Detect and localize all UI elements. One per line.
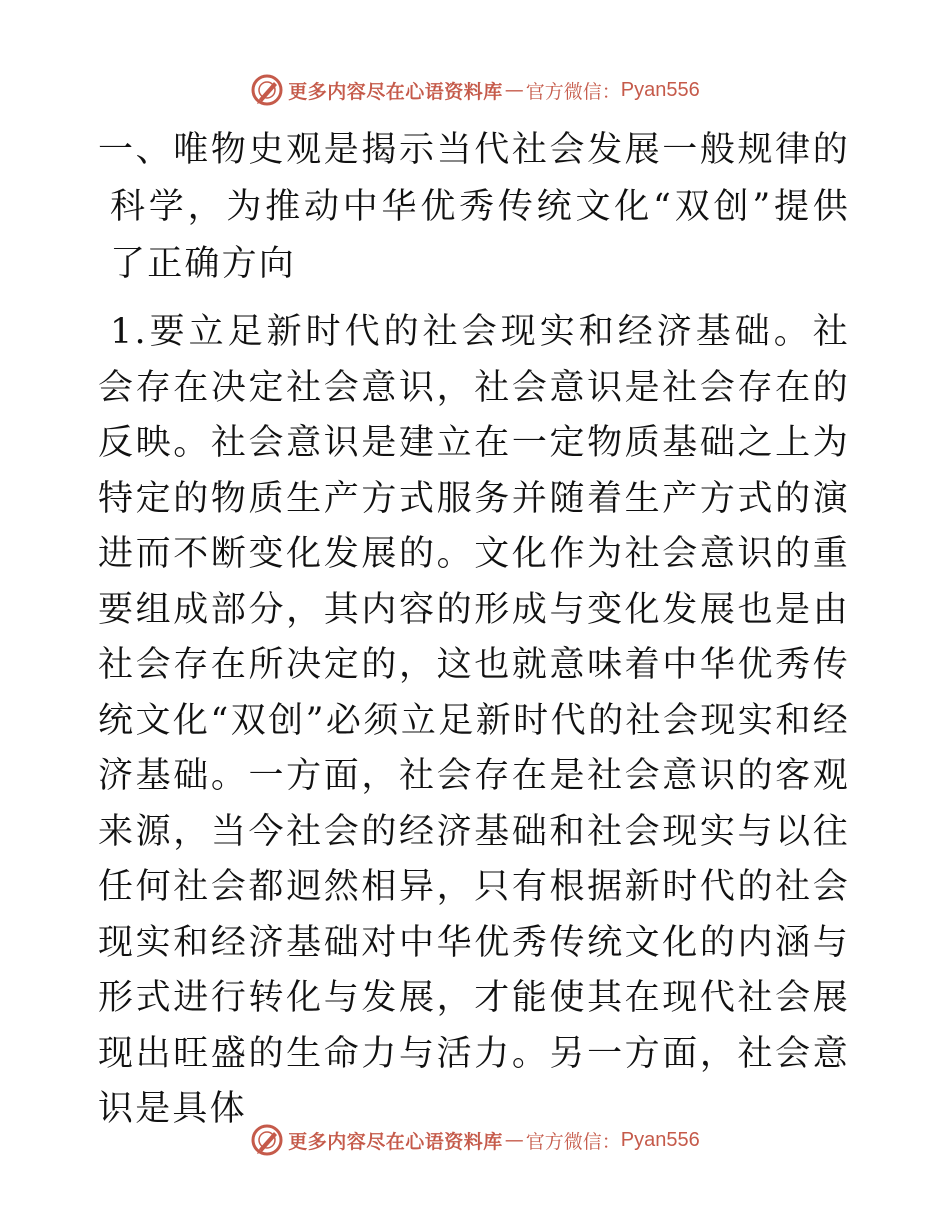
banner-weixin-label: 官方微信： bbox=[525, 1130, 621, 1153]
banner-separator: — bbox=[504, 1129, 524, 1151]
banner-weixin-id: Pyan556 bbox=[620, 78, 700, 101]
banner-weixin-id: Pyan556 bbox=[620, 1128, 700, 1151]
pen-logo-icon bbox=[250, 1123, 284, 1157]
document-body bbox=[98, 122, 850, 1138]
pen-logo-icon bbox=[250, 73, 284, 107]
section-heading: 一、唯物史观是揭示当代社会发展一般规律的科学，为推动中华优秀传统文化“双创”提供了正确方向 bbox=[98, 130, 850, 284]
banner-separator: — bbox=[504, 79, 524, 101]
banner-text: 更多内容尽在心语资料库 bbox=[288, 1130, 503, 1153]
banner-weixin-label: 官方微信： bbox=[525, 80, 621, 103]
body-paragraph: 1.要立足新时代的社会现实和经济基础。社会存在决定社会意识，社会意识是社会存在的反映。社会意识是建立在一定物质基础之上为特定的物质生产方式服务并随着生产方式的演进而不断变化发展的。文化作为社会意识的重要组成部分，其内容的形成与变化发展也是由社会存在所决定的，这也就意味着中华优秀传统文化“双创”必须立足新时代的社会现实和经济基础。一方面，社会存在是社会意识的客观来源，当今社会的经济基础和社会现实与以往任何社会都迥然相异，只有根据新时代的社会现实和经济基础对中华优秀传统文化的内涵与形式进行转化与发展，才能使其在现代社会展现出旺盛的生命力与活力。另一方面，社会意识是具体 bbox=[98, 312, 850, 1129]
footer-banner bbox=[0, 1118, 950, 1162]
header-banner bbox=[0, 68, 950, 112]
banner-text: 更多内容尽在心语资料库 bbox=[288, 80, 503, 103]
